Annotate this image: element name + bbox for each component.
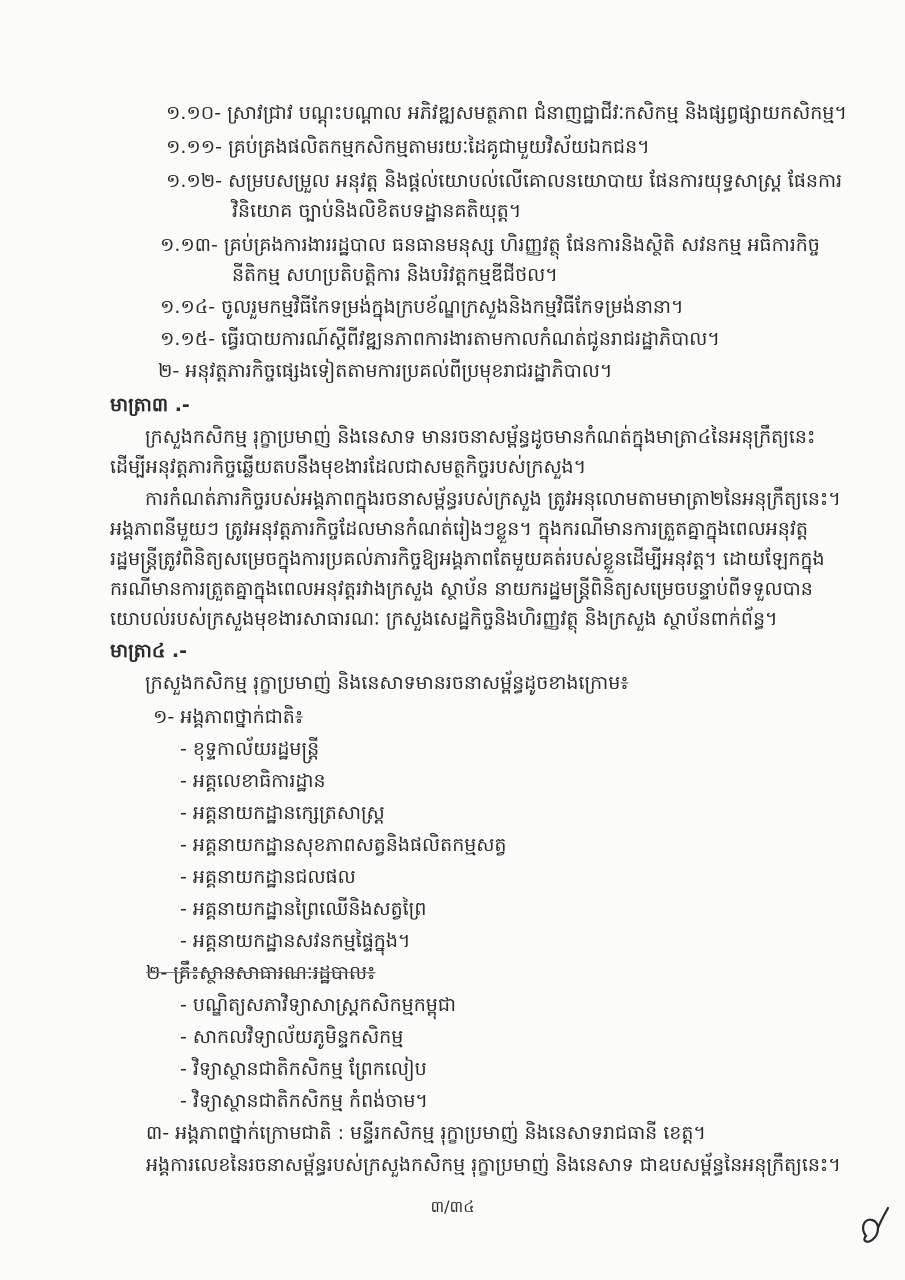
subnational-units: ៣- អង្គភាពថ្នាក់ក្រោមជាតិ : មន្ទីរកសិកម្ម រុក្ខាប្រមាញ់ និងនេសាទរាជធានី ខេត្ត។ [146,1122,706,1144]
item-1-12-cont: វិនិយោគ ច្បាប់និងលិខិតបទដ្ឋានគតិយុត្ត។ [232,200,522,222]
list-item: - វិទ្យាស្ថានជាតិកសិកម្ម កំពង់ចាម។ [180,1090,428,1112]
article-4-intro: ក្រសួងកសិកម្ម រុក្ខាប្រមាញ់ និងនេសាទមានរចនាសម្ព័ន្ធដូចខាងក្រោម៖ [145,672,629,694]
list-item: - អគ្គនាយកដ្ឋានជលផល [180,866,356,888]
article-3-para-2-line-3: រដ្ឋមន្ត្រីត្រូវពិនិត្យសម្រេចក្នុងការប្រគល់ភារកិច្ចឱ្យអង្គភាពតែមួយគត់របស់ខ្លួនដើម្បីអនុវត្ត។ ដោយឡែកក្នុង [110,548,825,570]
article-3-para-1: ក្រសួងកសិកម្ម រុក្ខាប្រមាញ់ និងនេសាទ មានរចនាសម្ព័ន្ធដូចមានកំណត់ក្នុងមាត្រា៤នៃអនុក្រឹត្យនេះ [145,426,816,448]
item-1-13: ១.១៣- គ្រប់គ្រងការងាររដ្ឋបាល ធនធានមនុស្ស ហិរញ្ញវត្ថុ ផែនការនិងស្ថិតិ សវនកម្ម អធិការកិច្ច [160,234,820,256]
article-3-para-2-line-4: ករណីមានការត្រួតគ្នាក្នុងពេលអនុវត្តរវាងក្រសួង ស្ថាប័ន នាយករដ្ឋមន្ត្រីពិនិត្យសម្រេចបន្ទាប់ពីទទួលបាន [110,578,813,600]
article-4-heading: មាត្រា៤ .- [110,640,188,662]
item-1-13-cont: នីតិកម្ម សហប្រតិបត្តិការ និងបរិវត្តកម្មឌីជីថល។ [232,264,558,286]
article-3-para-2: ការកំណត់ភារកិច្ចរបស់អង្គភាពក្នុងរចនាសម្ព័ន្ធរបស់ក្រសួង ត្រូវអនុលោមតាមមាត្រា២នៃអនុក្រឹត្យនេះ។ [145,488,841,510]
article-3-para-2-line-2: អង្គភាពនីមួយៗ ត្រូវអនុវត្តភារកិច្ចដែលមានកំណត់រៀងៗខ្លួន។ ក្នុងករណីមានការត្រួតគ្នាក្នុងពេលអនុវត្ត [110,518,808,540]
page-number: ៣/៣៤ [430,1197,475,1216]
article-3-heading: មាត្រា៣ .- [110,394,190,416]
article-3-para-2-line-5: យោបល់របស់ក្រសួងមុខងារសាធារណៈ ក្រសួងសេដ្ឋកិច្ចនិងហិរញ្ញវត្ថុ និងក្រសួង ស្ថាប័នពាក់ព័ន្ធ។ [110,608,778,630]
item-1-11: ១.១១- គ្រប់គ្រងផលិតកម្មកសិកម្មតាមរយៈដៃគូជាមួយវិស័យឯកជន។ [166,136,650,158]
list-item: - អគ្គនាយកដ្ឋានសុខភាពសត្វនិងផលិតកម្មសត្វ [180,834,507,856]
item-2: ២- អនុវត្តភារកិច្ចផ្សេងទៀតតាមការប្រគល់ពីប្រមុខរាជរដ្ឋាភិបាល។ [158,360,613,382]
list-item: - អគ្គនាយកដ្ឋានសវនកម្មផ្ទៃក្នុង។ [180,930,411,952]
item-1-10: ១.១០- ស្រាវជ្រាវ បណ្តុះបណ្តាល អភិវឌ្ឍសមត្ថភាព ជំនាញជ្ឋាជីវៈកសិកម្ម និងផ្សព្វផ្សាយកសិកម្ម។ [166,102,847,124]
list-item: - អគ្គនាយកដ្ឋានក្សេត្រសាស្ត្រ [180,802,385,824]
article-3-para-1-cont: ដើម្បីអនុវត្តភារកិច្ចឆ្លើយតបនឹងមុខងារដែលជាសមត្ថកិច្ចរបស់ក្រសួង។ [110,456,587,478]
item-1-14: ១.១៤- ចូលរួមកម្មវិធីកែទម្រង់ក្នុងក្របខ័ណ្ឌក្រសួងនិងកម្មវិធីកែទម្រង់នានា។ [160,296,684,318]
national-units-heading: ១- អង្គភាពថ្នាក់ជាតិ៖ [153,706,304,728]
list-item: - បណ្ឌិត្យសភាវិទ្យាសាស្ត្រកសិកម្មកម្ពុជា [180,994,456,1016]
list-item: - អគ្គនាយកដ្ឋានព្រៃឈើនិងសត្វព្រៃ [180,898,427,920]
list-item: - សាកលវិទ្យាល័យភូមិន្ទកសិកម្ម [180,1026,404,1048]
handwritten-initial-mark [858,1206,894,1252]
item-1-15: ១.១៥- ធ្វើរបាយការណ៍ស្តីពីវឌ្ឍនភាពការងារតាមកាលកំណត់ជូនរាជរដ្ឋាភិបាល។ [160,328,720,350]
item-1-12: ១.១២- សម្របសម្រួល អនុវត្ត និងផ្តល់យោបល់លើគោលនយោបាយ ផែនការយុទ្ធសាស្ត្រ ផែនការ [166,170,843,192]
organigram-note: អង្គការលេខនៃរចនាសម្ព័ន្ធរបស់ក្រសួងកសិកម្ម រុក្ខាប្រមាញ់ និងនេសាទ ជាឧបសម្ព័ន្ធនៃអនុក្រឹត្យនេះ។ [146,1154,841,1176]
list-item: - អគ្គលេខាធិការដ្ឋាន [180,770,326,792]
list-item: - វិទ្យាស្ថានជាតិកសិកម្ម ព្រែកលៀប [180,1058,427,1080]
public-institutions-heading: ២- គ្រឹះស្ថានសាធារណៈរដ្ឋបាល៖ [146,962,376,984]
list-item: - ខុទ្ទកាល័យរដ្ឋមន្ត្រី [180,738,320,760]
